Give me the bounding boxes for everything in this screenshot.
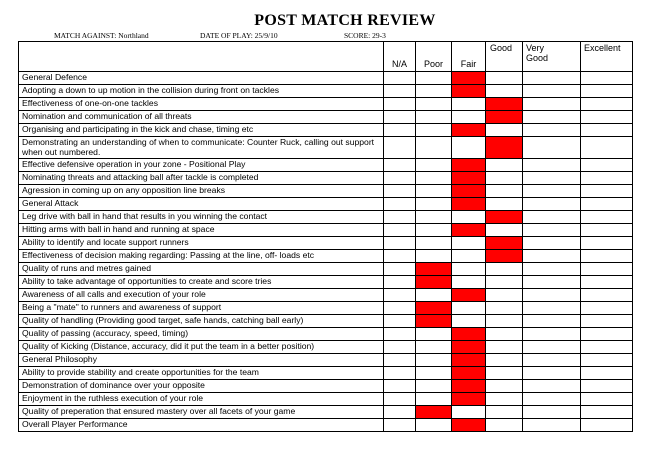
rating-cell-poor	[416, 328, 452, 341]
rating-cell-excellent	[581, 124, 633, 137]
rating-cell-poor	[416, 85, 452, 98]
rating-cell-fair	[452, 341, 486, 354]
rating-cell-na	[384, 328, 416, 341]
rating-cell-na	[384, 276, 416, 289]
rating-cell-na	[384, 419, 416, 432]
rating-cell-fair	[452, 276, 486, 289]
criterion-label: Overall Player Performance	[19, 419, 384, 432]
table-row	[19, 185, 633, 198]
rating-cell-good	[486, 380, 523, 393]
rating-cell-excellent	[581, 263, 633, 276]
table-row	[19, 85, 633, 98]
rating-cell-na	[384, 380, 416, 393]
table-row	[19, 159, 633, 172]
review-table	[18, 41, 633, 432]
rating-cell-very-good	[523, 124, 581, 137]
table-row	[19, 72, 633, 85]
rating-cell-very-good	[523, 367, 581, 380]
rating-cell-excellent	[581, 393, 633, 406]
score: SCORE: 29-3	[344, 31, 386, 40]
rating-cell-na	[384, 315, 416, 328]
criterion-label: Awareness of all calls and execution of your role	[19, 289, 384, 302]
rating-cell-fair	[452, 198, 486, 211]
rating-cell-fair	[452, 85, 486, 98]
rating-cell-fair	[452, 289, 486, 302]
table-row	[19, 354, 633, 367]
rating-cell-poor	[416, 354, 452, 367]
rating-cell-excellent	[581, 111, 633, 124]
rating-cell-excellent	[581, 85, 633, 98]
rating-cell-very-good	[523, 98, 581, 111]
rating-cell-na	[384, 354, 416, 367]
rating-cell-fair	[452, 380, 486, 393]
table-row	[19, 111, 633, 124]
rating-cell-excellent	[581, 237, 633, 250]
header-blank	[19, 42, 384, 72]
table-row	[19, 124, 633, 137]
table-row	[19, 393, 633, 406]
table-row	[19, 302, 633, 315]
table-row	[19, 211, 633, 224]
rating-cell-poor	[416, 72, 452, 85]
rating-cell-na	[384, 393, 416, 406]
rating-cell-good	[486, 276, 523, 289]
rating-cell-good	[486, 185, 523, 198]
col-header-good	[486, 42, 523, 72]
rating-cell-very-good	[523, 111, 581, 124]
rating-cell-poor	[416, 185, 452, 198]
rating-cell-poor	[416, 289, 452, 302]
rating-cell-very-good	[523, 393, 581, 406]
rating-cell-excellent	[581, 419, 633, 432]
rating-cell-na	[384, 302, 416, 315]
table-row	[19, 328, 633, 341]
rating-cell-excellent	[581, 380, 633, 393]
rating-cell-good	[486, 289, 523, 302]
rating-cell-na	[384, 124, 416, 137]
rating-cell-good	[486, 172, 523, 185]
rating-cell-fair	[452, 172, 486, 185]
rating-cell-fair	[452, 419, 486, 432]
rating-cell-very-good	[523, 137, 581, 159]
rating-cell-fair	[452, 137, 486, 159]
rating-cell-good	[486, 263, 523, 276]
header-row	[19, 42, 633, 72]
criterion-label: Hitting arms with ball in hand and running at space	[19, 224, 384, 237]
rating-cell-poor	[416, 419, 452, 432]
rating-cell-poor	[416, 124, 452, 137]
rating-cell-fair	[452, 315, 486, 328]
col-header-good-text: Good	[490, 43, 513, 53]
table-row	[19, 289, 633, 302]
page-title: POST MATCH REVIEW	[254, 12, 436, 29]
rating-cell-fair	[452, 328, 486, 341]
rating-cell-fair	[452, 159, 486, 172]
criterion-label: Quality of Kicking (Distance, accuracy, did it put the team in a better position)	[19, 341, 384, 354]
rating-cell-very-good	[523, 289, 581, 302]
criterion-label: Ability to take advantage of opportunities to create and score tries	[19, 276, 384, 289]
criterion-label: Organising and participating in the kick and chase, timing etc	[19, 124, 384, 137]
rating-cell-fair	[452, 367, 486, 380]
rating-cell-na	[384, 250, 416, 263]
criterion-label: Agression in coming up on any opposition line breaks	[19, 185, 384, 198]
criterion-label: Nominating threats and attacking ball after tackle is completed	[19, 172, 384, 185]
criterion-label: Quality of runs and metres gained	[19, 263, 384, 276]
rating-cell-na	[384, 111, 416, 124]
criterion-label: Ability to identify and locate support runners	[19, 237, 384, 250]
rating-cell-poor	[416, 302, 452, 315]
rating-cell-very-good	[523, 198, 581, 211]
rating-cell-very-good	[523, 172, 581, 185]
rating-cell-fair	[452, 393, 486, 406]
rating-cell-fair	[452, 124, 486, 137]
rating-cell-poor	[416, 159, 452, 172]
col-header-excellent	[581, 42, 633, 72]
rating-cell-poor	[416, 137, 452, 159]
rating-cell-poor	[416, 98, 452, 111]
rating-cell-na	[384, 185, 416, 198]
table-row	[19, 172, 633, 185]
rating-cell-poor	[416, 393, 452, 406]
rating-cell-good	[486, 419, 523, 432]
table-row	[19, 137, 633, 159]
criterion-label: Effectiveness of one-on-one tackles	[19, 98, 384, 111]
rating-cell-excellent	[581, 224, 633, 237]
criterion-label: Quality of passing (accuracy, speed, timing)	[19, 328, 384, 341]
rating-cell-very-good	[523, 72, 581, 85]
rating-cell-very-good	[523, 406, 581, 419]
rating-cell-very-good	[523, 380, 581, 393]
rating-cell-na	[384, 224, 416, 237]
rating-cell-excellent	[581, 250, 633, 263]
rating-cell-excellent	[581, 198, 633, 211]
criterion-label: Ability to provide stability and create opportunities for the team	[19, 367, 384, 380]
col-header-poor: Poor	[416, 42, 452, 72]
rating-cell-good	[486, 237, 523, 250]
rating-cell-na	[384, 211, 416, 224]
rating-cell-good	[486, 211, 523, 224]
rating-cell-excellent	[581, 211, 633, 224]
rating-cell-excellent	[581, 289, 633, 302]
rating-cell-good	[486, 72, 523, 85]
rating-cell-very-good	[523, 85, 581, 98]
rating-cell-na	[384, 172, 416, 185]
rating-cell-na	[384, 72, 416, 85]
criterion-label: Effective defensive operation in your zone - Positional Play	[19, 159, 384, 172]
rating-cell-excellent	[581, 98, 633, 111]
rating-cell-very-good	[523, 419, 581, 432]
table-row	[19, 367, 633, 380]
rating-cell-na	[384, 198, 416, 211]
rating-cell-good	[486, 406, 523, 419]
rating-cell-poor	[416, 111, 452, 124]
rating-cell-fair	[452, 211, 486, 224]
rating-cell-na	[384, 341, 416, 354]
table-row	[19, 98, 633, 111]
rating-cell-good	[486, 224, 523, 237]
rating-cell-good	[486, 393, 523, 406]
rating-cell-poor	[416, 406, 452, 419]
rating-cell-good	[486, 367, 523, 380]
criterion-label: Demonstration of dominance over your opposite	[19, 380, 384, 393]
rating-cell-na	[384, 85, 416, 98]
criterion-label: Being a "mate" to runners and awareness of support	[19, 302, 384, 315]
criterion-label: Effectiveness of decision making regarding: Passing at the line, off- loads etc	[19, 250, 384, 263]
rating-cell-excellent	[581, 159, 633, 172]
table-row	[19, 341, 633, 354]
criterion-label: Demonstrating an understanding of when to communicate: Counter Ruck, calling out support when out numbered.	[19, 137, 384, 159]
rating-cell-excellent	[581, 185, 633, 198]
criterion-label: Quality of handling (Providing good target, safe hands, catching ball early)	[19, 315, 384, 328]
rating-cell-fair	[452, 302, 486, 315]
rating-cell-fair	[452, 98, 486, 111]
rating-cell-excellent	[581, 354, 633, 367]
rating-cell-good	[486, 328, 523, 341]
rating-cell-good	[486, 111, 523, 124]
col-header-very-good-text: Very Good	[526, 43, 549, 63]
criterion-label: General Philosophy	[19, 354, 384, 367]
rating-cell-na	[384, 406, 416, 419]
rating-cell-poor	[416, 237, 452, 250]
rating-cell-good	[486, 341, 523, 354]
rating-cell-poor	[416, 211, 452, 224]
rating-cell-excellent	[581, 137, 633, 159]
rating-cell-fair	[452, 237, 486, 250]
rating-cell-good	[486, 159, 523, 172]
rating-cell-na	[384, 159, 416, 172]
rating-cell-fair	[452, 72, 486, 85]
criterion-label: Adopting a down to up motion in the collision during front on tackles	[19, 85, 384, 98]
table-row	[19, 315, 633, 328]
rating-cell-good	[486, 137, 523, 159]
rating-cell-fair	[452, 263, 486, 276]
rating-cell-very-good	[523, 211, 581, 224]
rating-cell-na	[384, 289, 416, 302]
criterion-label: General Attack	[19, 198, 384, 211]
criterion-label: Leg drive with ball in hand that results in you winning the contact	[19, 211, 384, 224]
rating-cell-na	[384, 367, 416, 380]
rating-cell-fair	[452, 224, 486, 237]
rating-cell-excellent	[581, 72, 633, 85]
table-row	[19, 276, 633, 289]
col-header-excellent-text: Excellent	[584, 43, 621, 53]
rating-cell-na	[384, 137, 416, 159]
rating-cell-na	[384, 98, 416, 111]
rating-cell-poor	[416, 250, 452, 263]
table-row	[19, 250, 633, 263]
rating-cell-fair	[452, 354, 486, 367]
rating-cell-excellent	[581, 341, 633, 354]
rating-cell-fair	[452, 185, 486, 198]
rating-cell-excellent	[581, 367, 633, 380]
table-row	[19, 406, 633, 419]
rating-cell-na	[384, 237, 416, 250]
rating-cell-very-good	[523, 224, 581, 237]
rating-cell-good	[486, 85, 523, 98]
rating-cell-good	[486, 98, 523, 111]
rating-cell-good	[486, 354, 523, 367]
rating-cell-poor	[416, 367, 452, 380]
rating-cell-excellent	[581, 172, 633, 185]
rating-cell-excellent	[581, 276, 633, 289]
rating-cell-fair	[452, 250, 486, 263]
rating-cell-poor	[416, 380, 452, 393]
rating-cell-excellent	[581, 328, 633, 341]
rating-cell-good	[486, 124, 523, 137]
rating-cell-very-good	[523, 302, 581, 315]
table-row	[19, 380, 633, 393]
rating-cell-very-good	[523, 276, 581, 289]
rating-cell-fair	[452, 111, 486, 124]
rating-cell-good	[486, 315, 523, 328]
table-row	[19, 419, 633, 432]
criterion-label: Enjoyment in the ruthless execution of your role	[19, 393, 384, 406]
table-row	[19, 198, 633, 211]
rating-cell-very-good	[523, 185, 581, 198]
rating-cell-very-good	[523, 315, 581, 328]
rating-cell-very-good	[523, 237, 581, 250]
col-header-na: N/A	[384, 42, 416, 72]
match-against: MATCH AGAINST: Northland	[54, 31, 149, 40]
rating-cell-very-good	[523, 159, 581, 172]
criterion-label: Quality of preperation that ensured mastery over all facets of your game	[19, 406, 384, 419]
rating-cell-fair	[452, 406, 486, 419]
date-of-play: DATE OF PLAY: 25/9/10	[200, 31, 278, 40]
rating-cell-good	[486, 198, 523, 211]
table-row	[19, 224, 633, 237]
rating-cell-very-good	[523, 250, 581, 263]
rating-cell-excellent	[581, 302, 633, 315]
rating-cell-very-good	[523, 354, 581, 367]
rating-cell-very-good	[523, 341, 581, 354]
rating-cell-good	[486, 250, 523, 263]
col-header-fair: Fair	[452, 42, 486, 72]
rating-cell-poor	[416, 315, 452, 328]
rating-cell-poor	[416, 172, 452, 185]
rating-cell-poor	[416, 341, 452, 354]
rating-cell-good	[486, 302, 523, 315]
rating-cell-very-good	[523, 263, 581, 276]
rating-cell-excellent	[581, 406, 633, 419]
rating-cell-very-good	[523, 328, 581, 341]
rating-cell-poor	[416, 263, 452, 276]
table-row	[19, 263, 633, 276]
criterion-label: General Defence	[19, 72, 384, 85]
table-row	[19, 237, 633, 250]
rating-cell-poor	[416, 276, 452, 289]
rating-cell-poor	[416, 198, 452, 211]
rating-cell-excellent	[581, 315, 633, 328]
criterion-label: Nomination and communication of all threats	[19, 111, 384, 124]
col-header-very-good	[523, 42, 581, 72]
rating-cell-poor	[416, 224, 452, 237]
rating-cell-na	[384, 263, 416, 276]
